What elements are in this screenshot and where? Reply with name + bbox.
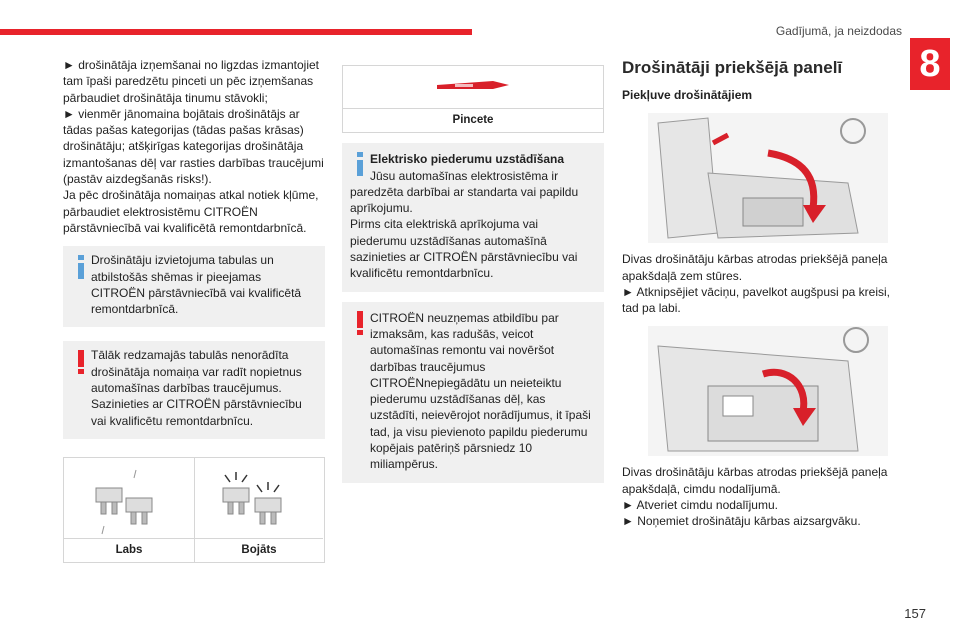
- accessories-info-note: [342, 143, 604, 291]
- tweezers-icon: [433, 75, 513, 99]
- info-icon: [72, 254, 90, 280]
- section-title: Gadījumā, ja neizdodas: [775, 24, 902, 38]
- step-open-glovebox: ► Atveriet cimdu nodalījumu.: [622, 498, 778, 513]
- info-icon: [351, 151, 369, 177]
- warning-note: [63, 341, 325, 438]
- good-fuse-illustration: [64, 458, 195, 538]
- section-subheading: Piekļuve drošinātājiem: [622, 88, 753, 102]
- good-fuse-label: Labs: [64, 538, 195, 562]
- paragraph-tweezers: ► drošinātāja izņemšanai no ligzdas izmantojiet tam īpaši paredzētu pinceti un pēc izņemšanas pārbaudiet drošinātāja tinumu stāvokli;: [63, 58, 320, 105]
- blown-fuse-label: Bojāts: [195, 538, 323, 562]
- chapter-number-badge: 8: [910, 38, 950, 90]
- tweezers-illustration: [343, 66, 603, 108]
- warning-icon: [351, 310, 369, 336]
- column-3: [622, 57, 892, 530]
- tweezers-figure: [342, 65, 604, 133]
- accessories-title: Elektrisko piederumu uzstādīšana: [370, 152, 565, 167]
- dashboard-fusebox-figure: [648, 113, 888, 243]
- step-remove-cover: ► Noņemiet drošinātāju kārbas aizsargvāku.: [622, 514, 861, 529]
- step-unclip-cover: ► Atknipsējiet vāciņu, pavelkot augšpusi pa kreisi, tad pa labi.: [622, 284, 891, 316]
- tweezers-caption: Pincete: [343, 108, 603, 132]
- warning-icon: [72, 349, 90, 375]
- column-2: [342, 57, 604, 493]
- section-heading: Drošinātāji priekšējā panelī: [622, 58, 843, 77]
- liability-warning-text: CITROËN neuzņemas atbildību par izmaksām, kas radušās, veicot automašīnas remontu vai novēršot darbības traucējumus CITROËNnepiegādātu un neieteiktu piederumu uzstādīšanas dēļ, kas uzstādīti, neievērojot norādījumus, it īpaši tad, ja visu pievienoto papildu piederumu kopējais patēriņš pārsniedz 10 miliampērus.: [370, 310, 591, 472]
- blown-fuse-icon: [195, 458, 323, 538]
- paragraph-replace: ► vienmēr jānomaina bojātais drošinātājs ar tādas pašas kategorijas (tādas pašas krāsas) drošinātāju; atšķirīgas kategorijas drošinātāja izmantošanas dēļ var rasties darbības traucējumi (pastāv aizdegšanās risks!).: [63, 106, 324, 187]
- paragraph-check: Ja pēc drošinātāja nomaiņas atkal notiek kļūme, pārbaudiet elektrosistēmu CITROËN pārstāvniecībā vai kvalificētā remontdarbnīcā.: [63, 188, 319, 235]
- glovebox-fusebox-figure: [648, 326, 888, 456]
- fusebox-glovebox-text: Divas drošinātāju kārbas atrodas priekšējā paneļa apakšdaļā, cimdu nodalījumā.: [622, 465, 888, 496]
- page-number: 157: [904, 606, 926, 621]
- liability-warning-note: [342, 302, 604, 483]
- dashboard-fusebox-illustration: [648, 113, 888, 243]
- warning-note-text: Tālāk redzamajās tabulās nenorādīta drošinātāja nomaiņa var radīt nopietnus automašīnas darbības traucējumus. Sazinieties ar CITROËN pārstāvniecību vai kvalificētu remontdarbnīcu.: [91, 348, 302, 428]
- good-fuse-icon: [64, 458, 194, 538]
- accessories-text-2: Pirms cita elektriskā aprīkojuma vai piederumu uzstādīšanas automašīnā sazinieties ar CITROËN pārstāvniecību vai kvalificētu remontdarbnīcu.: [350, 217, 578, 281]
- glovebox-fusebox-illustration: [648, 326, 888, 456]
- column-1: [63, 57, 325, 563]
- accessories-text: Jūsu automašīnas elektrosistēma ir paredzēta darbībai ar standarta vai papildu aprīkojumu.: [350, 168, 579, 216]
- top-red-bar: [0, 29, 472, 35]
- fuse-comparison-figure: [63, 457, 325, 563]
- info-note-text: Drošinātāju izvietojuma tabulas un atbilstošās shēmas ir pieejamas CITROËN pārstāvniecībā vai kvalificētā remontdarbnīcā.: [91, 253, 302, 317]
- info-note: [63, 246, 325, 327]
- blown-fuse-illustration: [195, 458, 323, 538]
- fusebox-under-wheel-text: Divas drošinātāju kārbas atrodas priekšējā paneļa apakšdaļā zem stūres.: [622, 252, 888, 283]
